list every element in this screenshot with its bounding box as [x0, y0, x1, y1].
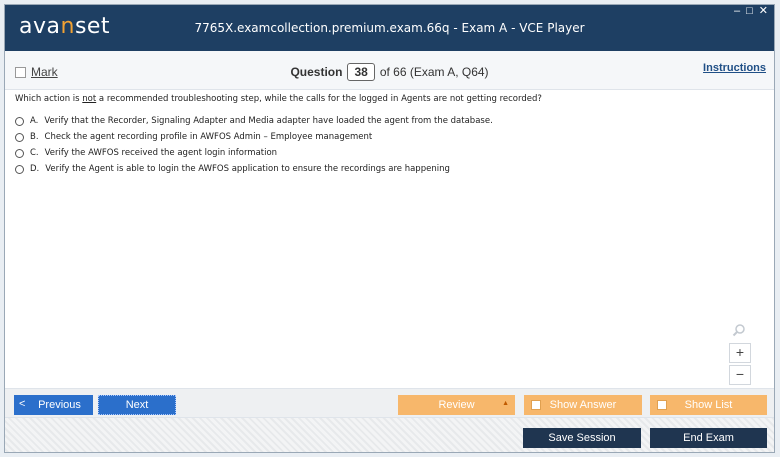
answer-option-b[interactable] — [15, 129, 764, 145]
minimize-icon[interactable]: – — [734, 5, 741, 17]
instructions-link[interactable]: Instructions — [703, 62, 766, 74]
close-icon[interactable]: ✕ — [758, 5, 768, 17]
show-answer-button[interactable] — [524, 395, 642, 415]
option-text: Verify the Agent is able to login the AWFOS application to ensure the recordings are happening — [45, 164, 450, 174]
question-header-bar — [5, 51, 774, 90]
option-letter: A. — [30, 116, 39, 126]
radio-button-icon[interactable] — [15, 117, 24, 126]
option-text: Verify that the Recorder, Signaling Adapter and Media adapter have loaded the agent from the database. — [44, 116, 493, 126]
answer-option-c[interactable] — [15, 145, 764, 161]
answer-option-d[interactable] — [15, 161, 764, 177]
footer-bar — [5, 417, 774, 453]
search-icon — [727, 323, 751, 341]
question-label: Question — [290, 65, 343, 79]
mark-label: Mark — [31, 65, 58, 79]
end-exam-button[interactable]: End Exam — [650, 428, 767, 448]
option-letter: C. — [30, 148, 39, 158]
logo-prefix: ava — [19, 14, 61, 39]
show-answer-label: Show Answer — [549, 399, 617, 411]
option-letter: B. — [30, 132, 39, 142]
question-counter — [5, 63, 774, 81]
window-controls — [734, 5, 768, 17]
question-content — [15, 93, 764, 177]
review-button[interactable] — [398, 395, 515, 415]
show-list-label: Show List — [684, 399, 733, 411]
logo-accent: n — [60, 14, 75, 39]
question-text — [15, 93, 764, 105]
previous-label: Previous — [38, 399, 81, 411]
zoom-out-button[interactable]: − — [729, 365, 751, 385]
answer-option-a[interactable] — [15, 113, 764, 129]
question-number-input[interactable]: 38 — [347, 63, 374, 81]
maximize-icon[interactable]: □ — [746, 5, 753, 17]
window-title: 7765X.examcollection.premium.exam.66q - Exam A - VCE Player — [194, 21, 585, 35]
radio-button-icon[interactable] — [15, 165, 24, 174]
option-letter: D. — [30, 164, 40, 174]
radio-button-icon[interactable] — [15, 149, 24, 158]
next-button[interactable]: Next — [98, 395, 176, 415]
zoom-in-button[interactable]: + — [729, 343, 751, 363]
triangle-up-icon: ▲ — [502, 400, 509, 407]
option-text: Check the agent recording profile in AWFOS Admin – Employee management — [44, 132, 373, 142]
save-session-button[interactable]: Save Session — [523, 428, 641, 448]
checkbox-icon — [657, 400, 667, 410]
vce-player-window — [4, 4, 775, 453]
navigation-bar — [5, 388, 774, 417]
chevron-left-icon: < — [19, 398, 26, 410]
question-text-after: a recommended troubleshooting step, while the calls for the logged in Agents are not getting recorded? — [96, 94, 542, 104]
radio-button-icon[interactable] — [15, 133, 24, 142]
question-text-emphasis: not — [82, 94, 97, 104]
question-of-text: of 66 (Exam A, Q64) — [379, 65, 489, 79]
logo-suffix: set — [74, 14, 111, 39]
review-label: Review — [438, 399, 475, 411]
show-list-button[interactable] — [650, 395, 767, 415]
checkbox-icon — [531, 400, 541, 410]
zoom-controls — [727, 323, 751, 385]
title-bar — [5, 5, 774, 51]
option-text: Verify the AWFOS received the agent login information — [44, 148, 278, 158]
question-text-before: Which action is — [15, 94, 83, 104]
previous-button[interactable] — [14, 395, 93, 415]
